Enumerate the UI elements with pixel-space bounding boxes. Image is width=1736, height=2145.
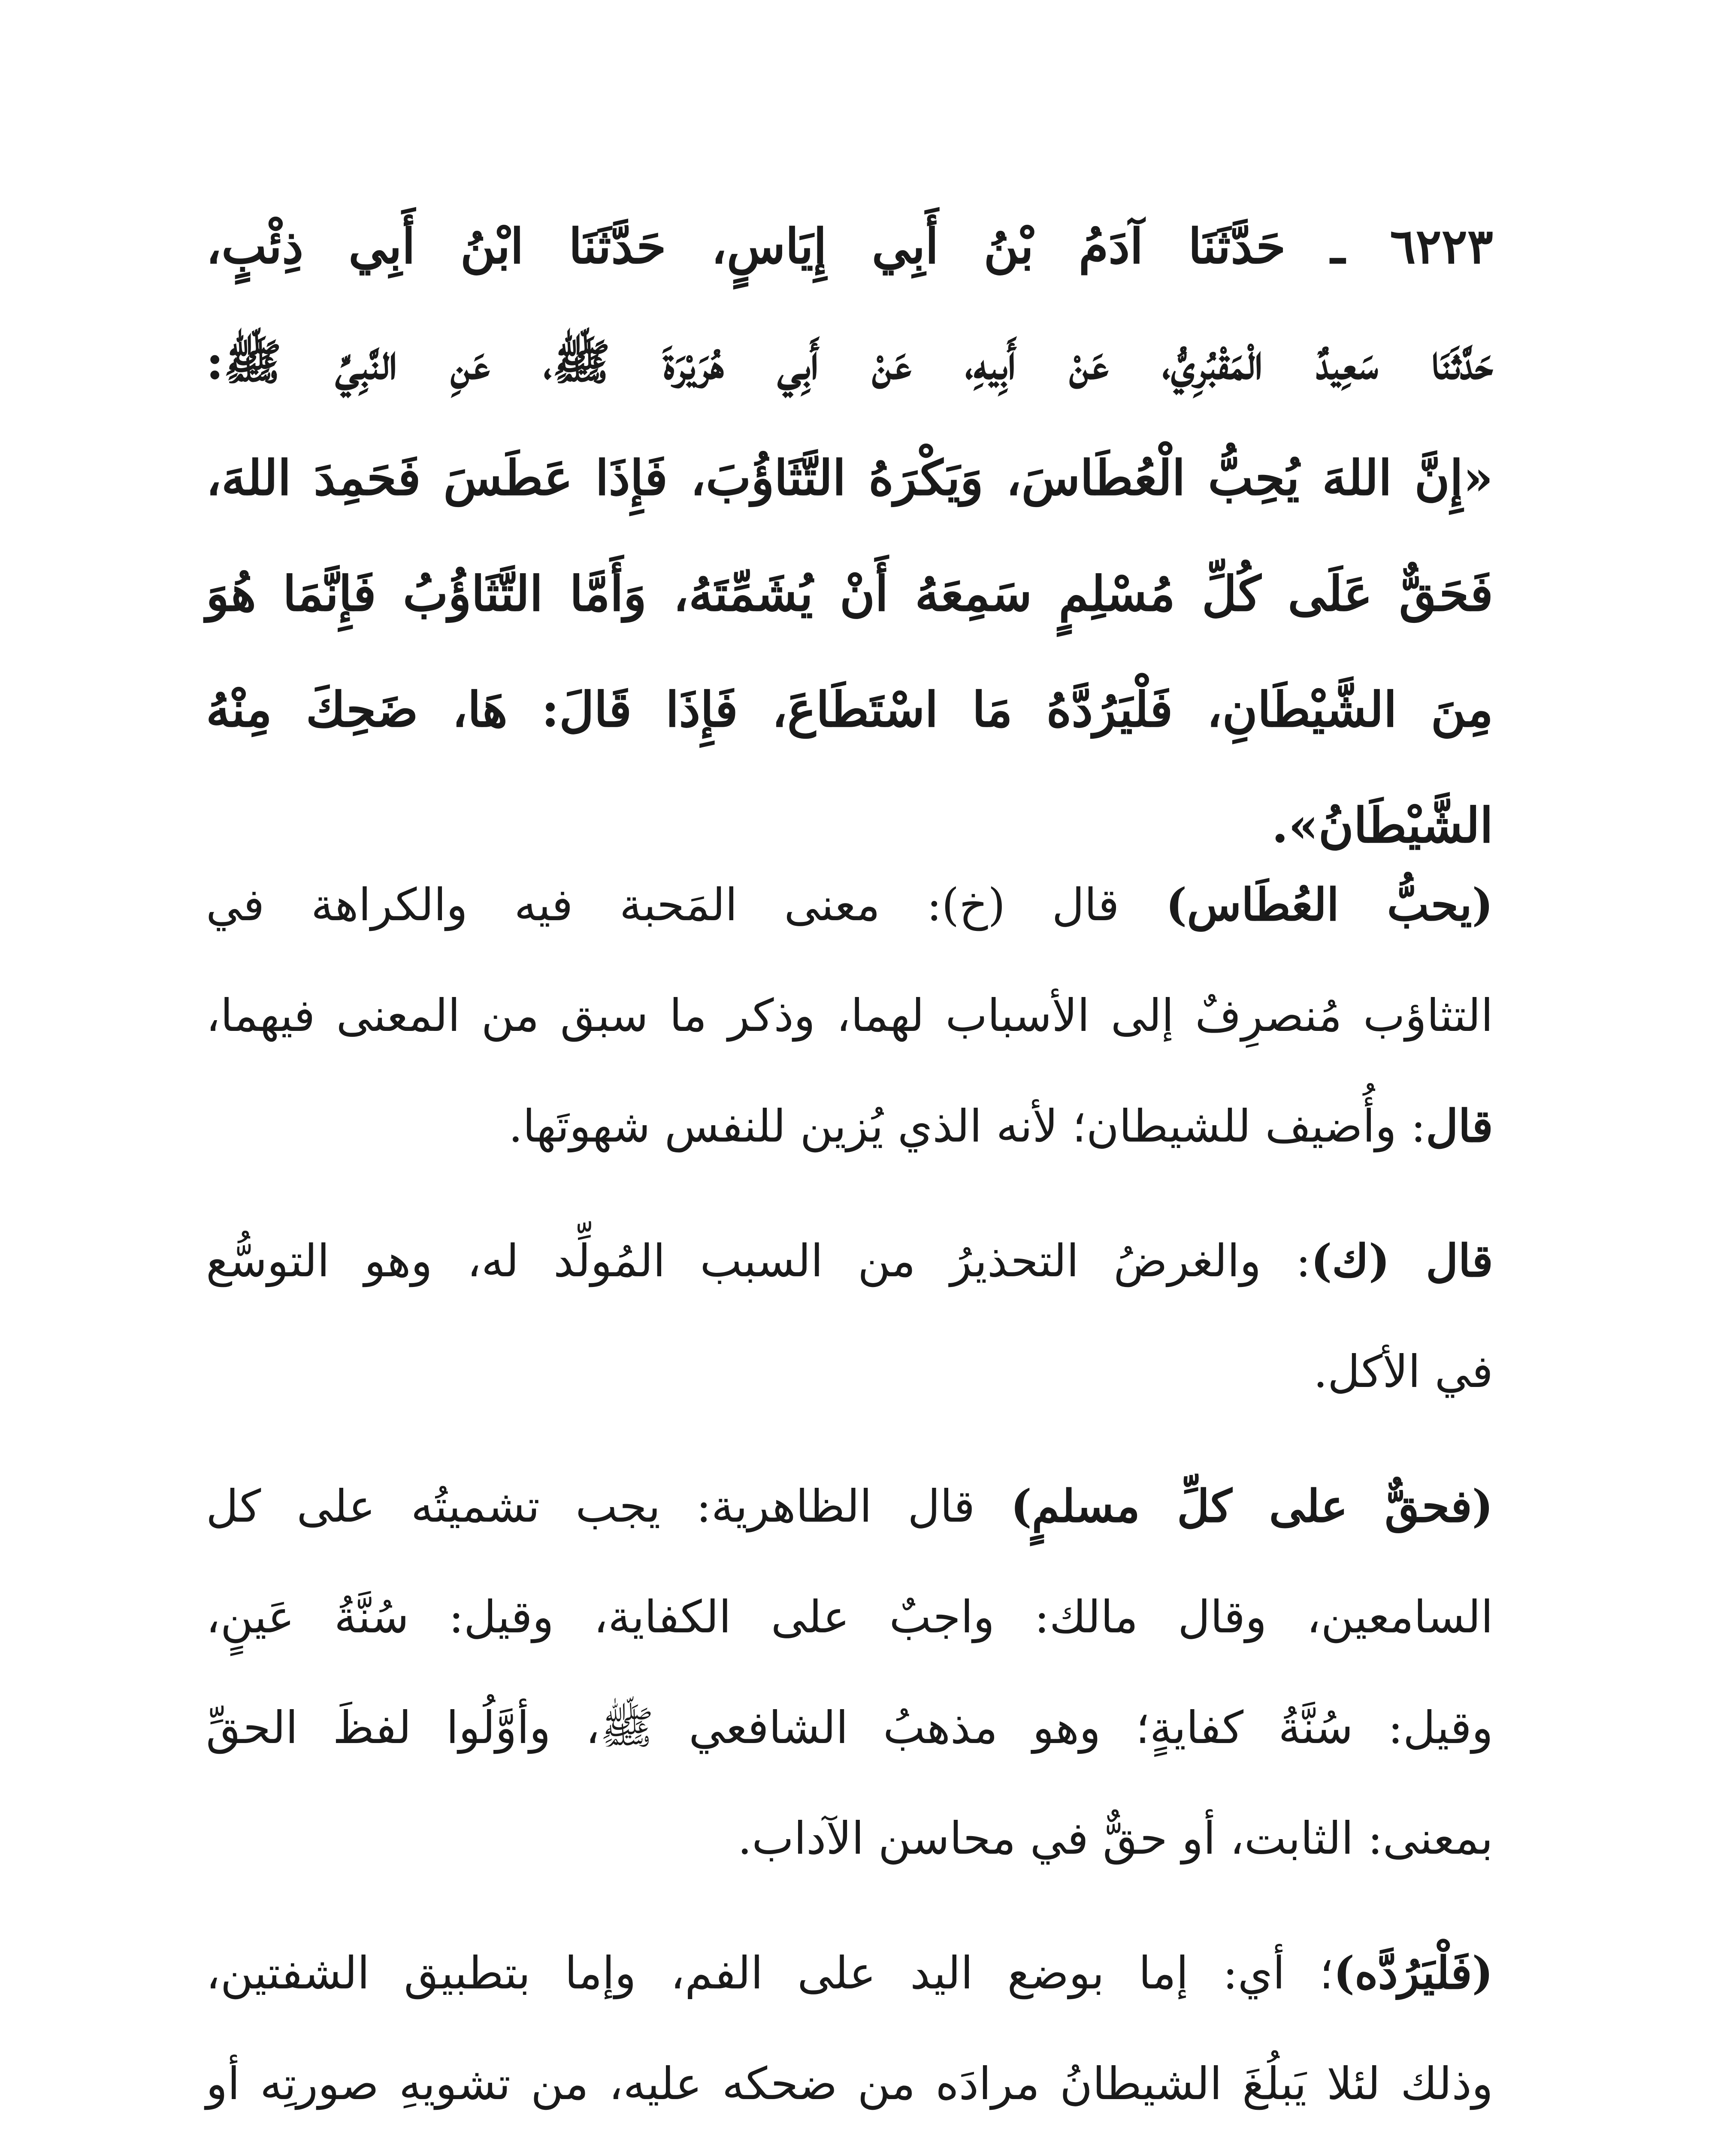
commentary-line [206, 849, 1493, 960]
commentary-paragraph [206, 1918, 1493, 2145]
hadith-line: الشَّيْطَانُ». [1271, 798, 1493, 854]
hadith-text [206, 189, 1493, 884]
hadith-line: فَحَقٌّ عَلَى كُلِّ مُسْلِمٍ سَمِعَهُ أَنْ يُشَمِّتَهُ، وَأَمَّا التَّثَاؤُبُ فَإِنَّمَا هُوَ [206, 566, 1493, 622]
commentary-line-text: قال الظاهرية: يجب تشميتُه على كل [206, 1480, 1011, 1532]
commentary-keyword: قال [1426, 1100, 1493, 1152]
hadith-line: حَدَّثَنَا سَعِيدٌ الْمَقْبُرِيُّ، عَنْ أَبِيهِ، عَنْ أَبِي هُرَيْرَةَ ﷺ، عَنِ النَّبِيِّ ﷺ: [206, 334, 1493, 390]
commentary-text [206, 849, 1493, 2145]
commentary-keyword: (يحبُّ العُطَاس) [1166, 878, 1493, 931]
hadith-line: مِنَ الشَّيْطَانِ، فَلْيَرُدَّهُ مَا اسْتَطَاعَ، فَإِذَا قَالَ: هَا، ضَحِكَ مِنْهُ [206, 682, 1493, 738]
commentary-line: في الأكل. [1313, 1345, 1493, 1398]
commentary-keyword: (فحقٌّ على كلِّ مسلمٍ) [1010, 1480, 1493, 1532]
commentary-paragraph [206, 1205, 1493, 1427]
commentary-line [206, 1451, 1493, 1562]
commentary-keyword: (فَلْيَرُدَّه) [1333, 1946, 1493, 1999]
commentary-line: بمعنى: الثابت، أو حقٌّ في محاسن الآداب. [738, 1812, 1493, 1864]
commentary-keyword: قال (ك) [1311, 1234, 1493, 1287]
commentary-line-text: : والغرضُ التحذيرُ من السبب المُولِّد له، وهو التوسُّع [206, 1235, 1311, 1287]
commentary-line [206, 1071, 1493, 1181]
commentary-line: التثاؤب مُنصرِفٌ إلى الأسباب لهما، وذكر ما سبق من المعنى فيهما، [206, 989, 1493, 1042]
commentary-paragraph [206, 849, 1493, 1181]
commentary-line [206, 2139, 1493, 2145]
commentary-line-text: : وأُضيف للشيطان؛ لأنه الذي يُزين للنفس شهوتَها. [508, 1100, 1426, 1152]
commentary-line-text: قال (خ): معنى المَحبة فيه والكراهة في [206, 879, 1166, 931]
commentary-line [206, 1918, 1493, 2028]
commentary-line: وذلك لئلا يَبلُغَ الشيطانُ مرادَه من ضحكه عليه، من تشويهِ صورتِه أو [206, 2057, 1493, 2110]
commentary-line: السامعين، وقال مالك: واجبٌ على الكفاية، وقيل: سُنَّةُ عَينٍ، [206, 1591, 1493, 1643]
commentary-line [206, 1205, 1493, 1316]
hadith-line: «إِنَّ اللهَ يُحِبُّ الْعُطَاسَ، وَيَكْرَهُ التَّثَاؤُبَ، فَإِذَا عَطَسَ فَحَمِدَ اللهَ، [206, 450, 1493, 506]
commentary-paragraph [206, 1451, 1493, 1894]
commentary-line-text: ؛ أي: إما بوضع اليد على الفم، وإما بتطبيق الشفتين، [206, 1947, 1334, 1999]
commentary-line: وقيل: سُنَّةُ كفايةٍ؛ وهو مذهبُ الشافعي ﷺ، وأوَّلُوا لفظَ الحقِّ [206, 1701, 1494, 1754]
hadith-line: ٦٢٢٣ ـ حَدَّثَنَا آدَمُ بْنُ أَبِي إِيَاسٍ، حَدَّثَنَا ابْنُ أَبِي ذِئْبٍ، [206, 218, 1493, 275]
